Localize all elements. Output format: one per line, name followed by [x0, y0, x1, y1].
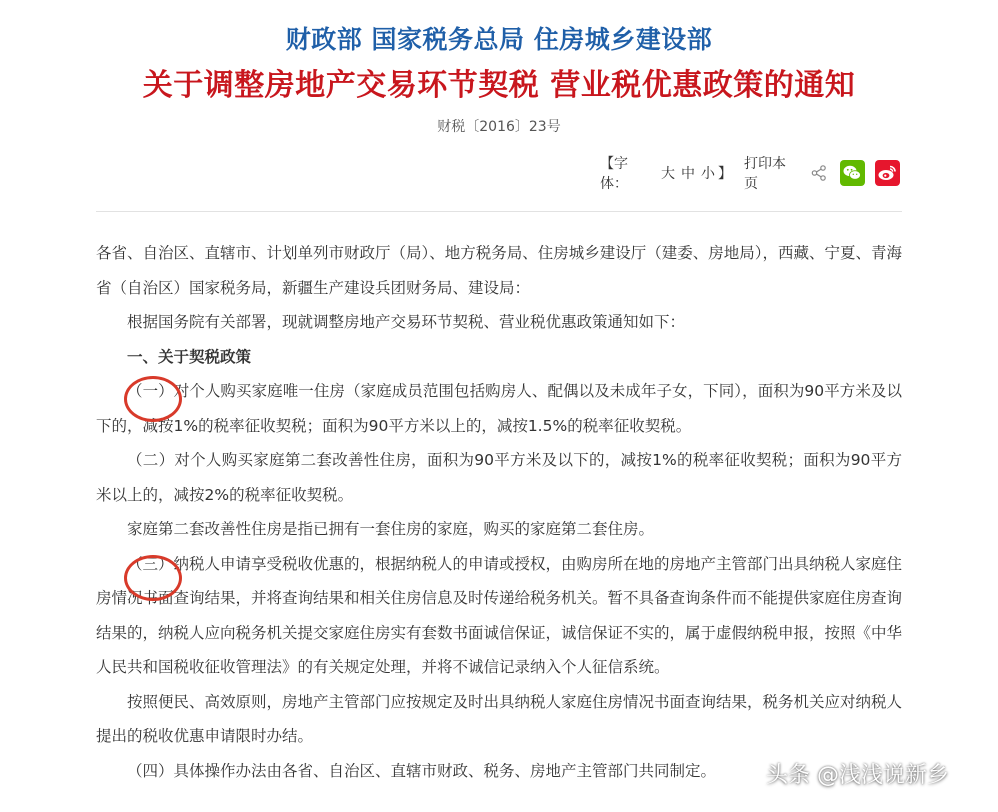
document-title: 关于调整房地产交易环节契税 营业税优惠政策的通知 — [142, 68, 856, 103]
font-size-close-bracket: 】 — [717, 166, 732, 182]
section-heading-deed-tax: 一、关于契税政策 — [127, 347, 252, 366]
share-icon[interactable] — [810, 164, 828, 182]
item-3-paragraph: （三）纳税人申请享受税收优惠的，根据纳税人的申请或授权，由购房所在地的房地产主管部门出具纳税人家庭住房情况书面查询结果，并将查询结果和相关住房信息及时传递给税务机关。暂不具备查询条件而不能提供家庭住房查询结果的，纳税人应向税务机关提交家庭住房实有套数书面诚信保证，诚信保证不实的，属于虚假纳税申报，按照《中华人民共和国税收征收管理法》的有关规定处理，并将不诚信记录纳入个人征信系统。 — [96, 554, 903, 676]
item-1-paragraph: （一）对个人购买家庭唯一住房（家庭成员范围包括购房人、配偶以及未成年子女，下同），面积为90平方米及以下的，减按1%的税率征收契税；面积为90平方米以上的，减按1.5%的税率征收契税。 — [96, 382, 902, 435]
watermark-text: 头条 @浅浅说新乡 — [766, 763, 949, 788]
issuing-agencies: 财政部 国家税务总局 住房城乡建设部 — [285, 25, 713, 54]
wechat-icon[interactable] — [840, 160, 865, 186]
font-size-large-link[interactable]: 大 — [660, 166, 675, 182]
font-size-small-link[interactable]: 小 — [700, 166, 715, 182]
page-toolbar — [600, 156, 900, 190]
font-size-medium-link[interactable]: 中 — [680, 166, 695, 182]
item-3-note-paragraph: 按照便民、高效原则，房地产主管部门应按规定及时出具纳税人家庭住房情况书面查询结果，税务机关应对纳税人提出的税收优惠申请限时办结。 — [96, 692, 903, 745]
document-number: 财税〔2016〕23号 — [437, 119, 561, 135]
print-page-link[interactable]: 打印本页 — [743, 156, 786, 192]
document-body — [96, 236, 902, 788]
item-2-paragraph: （二）对个人购买家庭第二套改善性住房，面积为90平方米及以下的，减按1%的税率征收契税；面积为90平方米以上的，减按2%的税率征收契税。 — [96, 451, 902, 504]
intro-paragraph: 根据国务院有关部署，现就调整房地产交易环节契税、营业税优惠政策通知如下： — [127, 313, 686, 331]
item-2-note-paragraph: 家庭第二套改善性住房是指已拥有一套住房的家庭，购买的家庭第二套住房。 — [127, 520, 655, 538]
font-size-label: 【字体： — [600, 156, 628, 192]
item-4-paragraph: （四）具体操作办法由各省、自治区、直辖市财政、税务、房地产主管部门共同制定。 — [127, 761, 717, 780]
recipients-paragraph: 各省、自治区、直辖市、计划单列市财政厅（局）、地方税务局、住房城乡建设厅（建委、房地局），西藏、宁夏、青海省（自治区）国家税务局，新疆生产建设兵团财务局、建设局： — [96, 244, 903, 297]
header-divider — [96, 211, 902, 212]
weibo-icon[interactable] — [875, 160, 900, 186]
